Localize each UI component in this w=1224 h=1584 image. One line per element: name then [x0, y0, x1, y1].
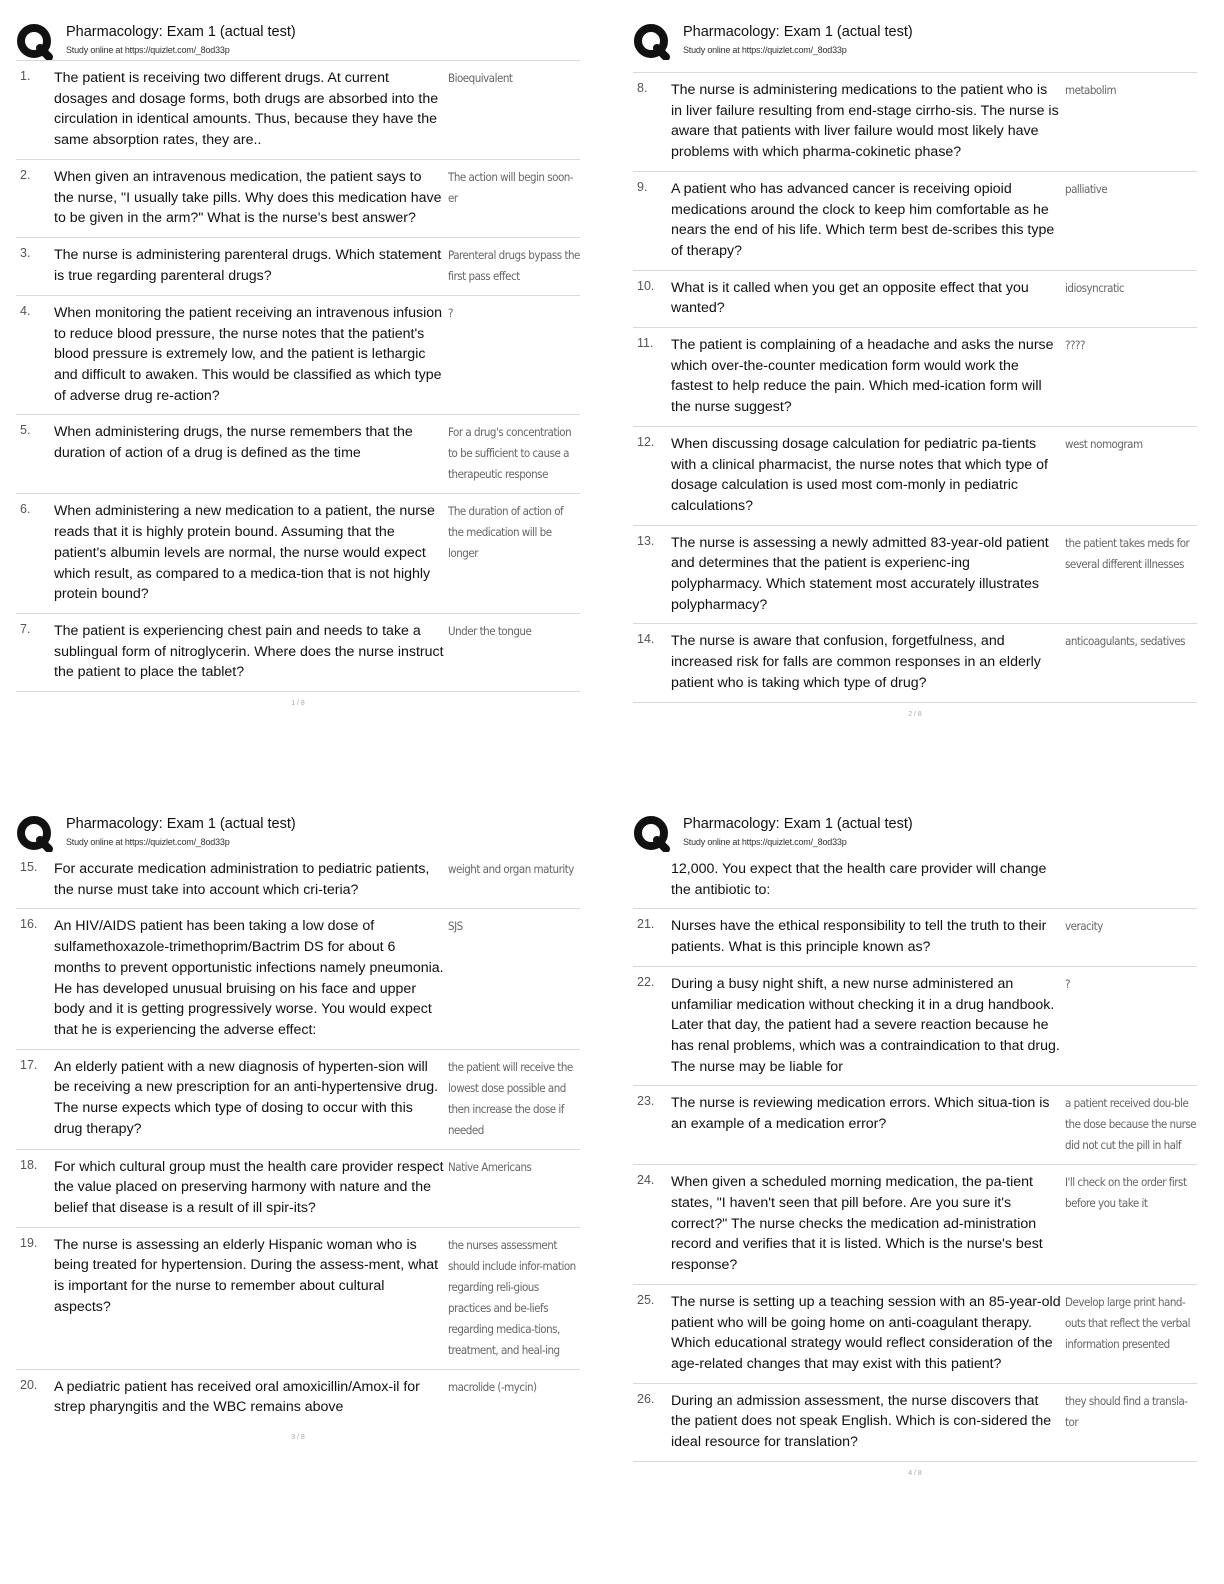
question-continuation — [633, 852, 1197, 909]
question-row — [633, 909, 1197, 966]
question-number: 15. — [20, 860, 38, 874]
page-title: Pharmacology: Exam 1 (actual test) — [66, 816, 296, 832]
answer-text: The duration of action of the medication will be longer — [448, 504, 564, 561]
question-number: 22. — [637, 974, 655, 989]
question-row — [16, 415, 580, 494]
question-text: When given an intravenous medication, the patient says to the nurse, "I usually take pills. Why does this medication have to be given in the arm?" What is the nurse's best answer? — [54, 168, 442, 227]
question-row — [633, 526, 1197, 625]
answer-text: Develop large print hand-outs that reflect the verbal information presented — [1065, 1294, 1190, 1351]
quizlet-logo-icon — [633, 814, 671, 852]
answer-text: ? — [448, 305, 453, 320]
answer-text: Under the tongue — [448, 623, 532, 638]
page-4 — [633, 812, 1197, 1477]
question-text: The nurse is administering parenteral drugs. Which statement is true regarding parenteral drugs? — [54, 246, 442, 284]
question-row — [16, 1150, 580, 1228]
question-row — [633, 967, 1197, 1087]
question-row — [16, 1050, 580, 1150]
page-number: 1 / 8 — [291, 700, 305, 708]
question-row — [633, 624, 1197, 702]
question-number: 23. — [637, 1094, 655, 1109]
question-text: When administering drugs, the nurse remembers that the duration of action of a drug is defined as the time — [54, 424, 413, 462]
answer-text: ???? — [1065, 338, 1085, 353]
quizlet-logo-icon — [16, 22, 54, 60]
page-header — [633, 812, 1197, 852]
question-text: During an admission assessment, the nurse discovers that the patient does not speak English. Which is con-sidered the ideal resource for translation? — [671, 1392, 1052, 1451]
question-number: 19. — [20, 1235, 38, 1250]
page-3 — [16, 812, 580, 1441]
question-row — [16, 909, 580, 1049]
question-text: A patient who has advanced cancer is receiving opioid medications around the clock to keep him comfortable as he nears the end of his life. Which term best de-scribes this type of therapy? — [671, 180, 1055, 259]
answer-text: SJS — [448, 919, 463, 934]
question-text: The patient is receiving two different drugs. At current dosages and dosage forms, both drugs are absorbed into the circulation in identical amounts. Thus, because they have the same absorption rates, they are.. — [54, 70, 439, 149]
question-row — [16, 61, 580, 160]
answer-text: palliative — [1065, 181, 1108, 196]
question-number: 17. — [20, 1057, 38, 1072]
question-text: When discussing dosage calculation for pediatric pa-tients with a clinical pharmacist, the nurse notes that which type of dosage calculation is used most com-monly in pediatric calculations? — [671, 435, 1048, 514]
question-number: 11. — [637, 336, 654, 351]
page-number: 4 / 8 — [908, 1469, 922, 1477]
question-row — [633, 427, 1197, 526]
answer-text: anticoagulants, sedatives — [1065, 634, 1186, 649]
answer-text: Native Americans — [448, 1159, 532, 1174]
question-list — [633, 909, 1197, 1461]
question-row — [633, 328, 1197, 427]
question-row — [633, 271, 1197, 328]
question-number: 4. — [20, 303, 31, 318]
question-number: 8. — [637, 81, 648, 95]
question-row — [633, 1384, 1197, 1462]
page-1 — [16, 20, 580, 707]
answer-text: I'll check on the order first before you take it — [1065, 1175, 1187, 1211]
question-number: 24. — [637, 1173, 655, 1188]
study-link[interactable]: Study online at https://quizlet.com/_8od33p — [66, 45, 230, 55]
question-number: 7. — [20, 621, 31, 636]
question-text: The nurse is setting up a teaching session with an 85-year-old patient who will be going home on anti-coagulant therapy. Which educational strategy would reflect consideration of the age-related changes that may exist with this patient? — [671, 1293, 1061, 1372]
question-text: The nurse is assessing a newly admitted 83-year-old patient and determines that the patient is experienc-ing polypharmacy. Which statement most accurately illustrates polypharmacy? — [671, 534, 1049, 613]
question-number: 26. — [637, 1391, 655, 1406]
question-row — [633, 1285, 1197, 1384]
question-text: The patient is complaining of a headache and asks the nurse which over-the-counter medication form would work the fastest to help reduce the pain. Which med-ication form will the nurse suggest? — [671, 337, 1054, 416]
answer-text: veracity — [1065, 919, 1103, 934]
page-header — [16, 20, 580, 60]
question-text: What is it called when you get an opposite effect that you wanted? — [671, 279, 1029, 317]
question-text: For accurate medication administration to pediatric patients, the nurse must take into account which cri-teria? — [54, 861, 430, 898]
question-number: 2. — [20, 167, 31, 182]
question-row — [633, 172, 1197, 271]
question-text: 12,000. You expect that the health care provider will change the antibiotic to: — [671, 861, 1047, 898]
answer-text: the nurses assessment should include infor-mation regarding reli-gious practices and be-liefs regarding medica-tions, treatment, and heal-ing — [448, 1237, 576, 1357]
page-title: Pharmacology: Exam 1 (actual test) — [683, 816, 913, 832]
question-number: 25. — [637, 1292, 655, 1307]
question-number: 10. — [637, 278, 655, 293]
question-number: 1. — [20, 69, 31, 83]
page-number: 2 / 8 — [908, 710, 922, 718]
quizlet-logo-icon — [16, 814, 54, 852]
question-text: The nurse is administering medications to the patient who is in liver failure resulting from end-stage cirrho-sis. The nurse is aware that patients with liver failure would most likely have problems with which pharma-cokinetic phase? — [671, 82, 1059, 161]
question-number: 5. — [20, 423, 31, 438]
question-text: The nurse is assessing an elderly Hispanic woman who is being treated for hypertension. During the assess-ment, what is important for the nurse to remember about cultural aspects? — [54, 1236, 439, 1315]
page-title: Pharmacology: Exam 1 (actual test) — [683, 24, 913, 40]
page-title: Pharmacology: Exam 1 (actual test) — [66, 24, 296, 40]
page-header — [16, 812, 580, 852]
answer-text: Parenteral drugs bypass the first pass effect — [448, 247, 580, 283]
answer-text: a patient received dou-ble the dose because the nurse did not cut the pill in half — [1065, 1096, 1197, 1153]
answer-text: Bioequivalent — [448, 71, 513, 85]
answer-text: For a drug's concentration to be sufficient to cause a therapeutic response — [448, 425, 572, 482]
answer-text: the patient will receive the lowest dose possible and then increase the dose if needed — [448, 1059, 573, 1137]
question-text: During a busy night shift, a new nurse administered an unfamiliar medication without checking it in a drug handbook. Later that day, the patient had a severe reaction because he has renal problems, which was a contraindication to that drug. The nurse may be liable for — [671, 975, 1060, 1075]
question-number: 6. — [20, 502, 31, 517]
study-link[interactable]: Study online at https://quizlet.com/_8od33p — [66, 837, 230, 847]
question-number: 14. — [637, 632, 655, 647]
answer-text: the patient takes meds for several different illnesses — [1065, 535, 1190, 571]
question-list — [16, 852, 580, 1426]
question-text: When monitoring the patient receiving an intravenous infusion to reduce blood pressure, the nurse notes that the patient's blood pressure is extremely low, and the patient is lethargic and difficult to awaken. This would be classified as which type of adverse drug re-action? — [54, 304, 443, 404]
question-text: An elderly patient with a new diagnosis of hyperten-sion will be receiving a new prescription for an anti-hypertensive drug. The nurse expects which type of dosing to occur with this drug therapy? — [54, 1058, 439, 1137]
question-row — [633, 73, 1197, 172]
question-list — [16, 61, 580, 692]
question-list — [633, 73, 1197, 703]
answer-text: The action will begin soon-er — [448, 169, 574, 205]
question-text: A pediatric patient has received oral amoxicillin/Amox-il for strep pharyngitis and the WBC remains above — [54, 1378, 420, 1416]
answer-text: weight and organ maturity — [448, 862, 574, 876]
page-header — [633, 20, 1197, 60]
question-text: The nurse is reviewing medication errors. Which situa-tion is an example of a medication error? — [671, 1095, 1050, 1133]
study-link[interactable]: Study online at https://quizlet.com/_8od33p — [683, 837, 847, 847]
question-number: 3. — [20, 245, 31, 260]
question-number: 12. — [637, 434, 655, 449]
study-link[interactable]: Study online at https://quizlet.com/_8od33p — [683, 45, 847, 55]
page-number: 3 / 8 — [291, 1434, 305, 1442]
question-text: The patient is experiencing chest pain and needs to take a sublingual form of nitroglycerin. Where does the nurse instruct the patient to place the tablet? — [54, 622, 444, 681]
question-text: When administering a new medication to a patient, the nurse reads that it is highly protein bound. Assuming that the patient's albumin levels are normal, the nurse would expect which result, as compared to a medica-tion that is not highly protein bound? — [54, 503, 435, 603]
question-number: 13. — [637, 533, 655, 548]
question-row — [633, 1086, 1197, 1165]
question-number: 9. — [637, 179, 648, 194]
question-row — [16, 160, 580, 238]
question-text: For which cultural group must the health care provider respect the value placed on preserving harmony with nature and the belief that disease is a result of ill spir-its? — [54, 1158, 444, 1217]
question-text: Nurses have the ethical responsibility to tell the truth to their patients. What is this principle known as? — [671, 918, 1047, 956]
answer-text: west nomogram — [1065, 436, 1143, 451]
question-row — [16, 296, 580, 416]
question-row — [16, 852, 580, 909]
question-number: 21. — [637, 917, 655, 932]
answer-text: idiosyncratic — [1065, 280, 1125, 295]
question-row — [16, 494, 580, 614]
question-text: An HIV/AIDS patient has been taking a low dose of sulfamethoxazole-trimethoprim/Bactrim DS for about 6 months to prevent opportunistic infections namely pneumonia. He has developed unusual bruising on his face and upper body and it is getting progressively worse. You would expect that he is experiencing the adverse effect: — [54, 918, 444, 1038]
answer-text: they should find a transla-tor — [1065, 1393, 1188, 1429]
question-row — [16, 1228, 580, 1370]
answer-text: macrolide (-mycin) — [448, 1379, 537, 1394]
question-row — [16, 1370, 580, 1426]
question-number: 20. — [20, 1377, 38, 1392]
quizlet-logo-icon — [633, 22, 671, 60]
question-row — [16, 614, 580, 692]
page-2 — [633, 20, 1197, 718]
question-number: 16. — [20, 917, 38, 932]
question-number: 18. — [20, 1157, 38, 1172]
question-row — [16, 238, 580, 296]
question-row — [633, 1165, 1197, 1285]
answer-text: metabolim — [1065, 83, 1117, 97]
question-text: When given a scheduled morning medication, the pa-tient states, "I haven't seen that pill before. Are you sure it's correct?" The nurse checks the medication ad-ministration record and verifies that it is listed. Which is the nurse's best response? — [671, 1174, 1043, 1274]
question-text: The nurse is aware that confusion, forgetfulness, and increased risk for falls are common responses in an elderly patient who is taking which type of drug? — [671, 633, 1041, 691]
answer-text: ? — [1065, 976, 1070, 991]
